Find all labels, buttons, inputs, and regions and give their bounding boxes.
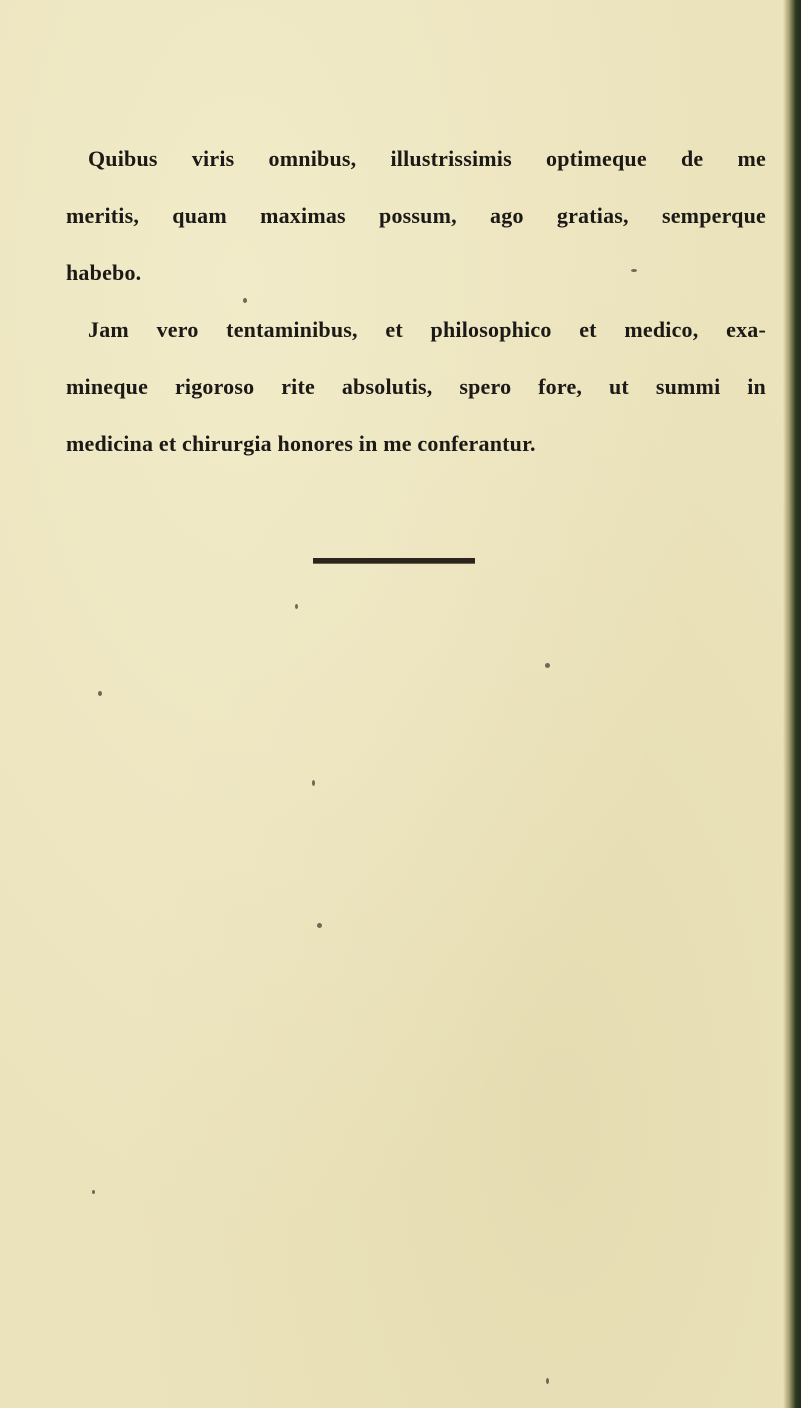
speck <box>546 1378 549 1384</box>
speck <box>631 269 637 272</box>
speck <box>317 923 322 928</box>
speck <box>98 691 102 696</box>
speck <box>92 1190 95 1194</box>
paragraph-1-line-3: habebo. <box>66 260 142 285</box>
paragraph-1-line-2: meritis, quam maximas possum, ago gratias, semperque <box>66 203 766 228</box>
speck <box>312 780 315 786</box>
end-rule <box>313 558 475 564</box>
text-block <box>66 130 766 472</box>
speck <box>545 663 550 668</box>
paragraph-2-line-2: mineque rigoroso rite absolutis, spero fore, ut summi in <box>66 374 766 399</box>
binding-edge <box>783 0 801 1408</box>
speck <box>243 298 247 303</box>
paragraph-1-line-1: Quibus viris omnibus, illustrissimis optimeque de me <box>88 146 766 171</box>
paragraph-2-line-3: medicina et chirurgia honores in me conferantur. <box>66 431 536 456</box>
speck <box>295 604 298 609</box>
paragraph-2-line-1: Jam vero tentaminibus, et philosophico et medico, exa- <box>88 317 766 342</box>
